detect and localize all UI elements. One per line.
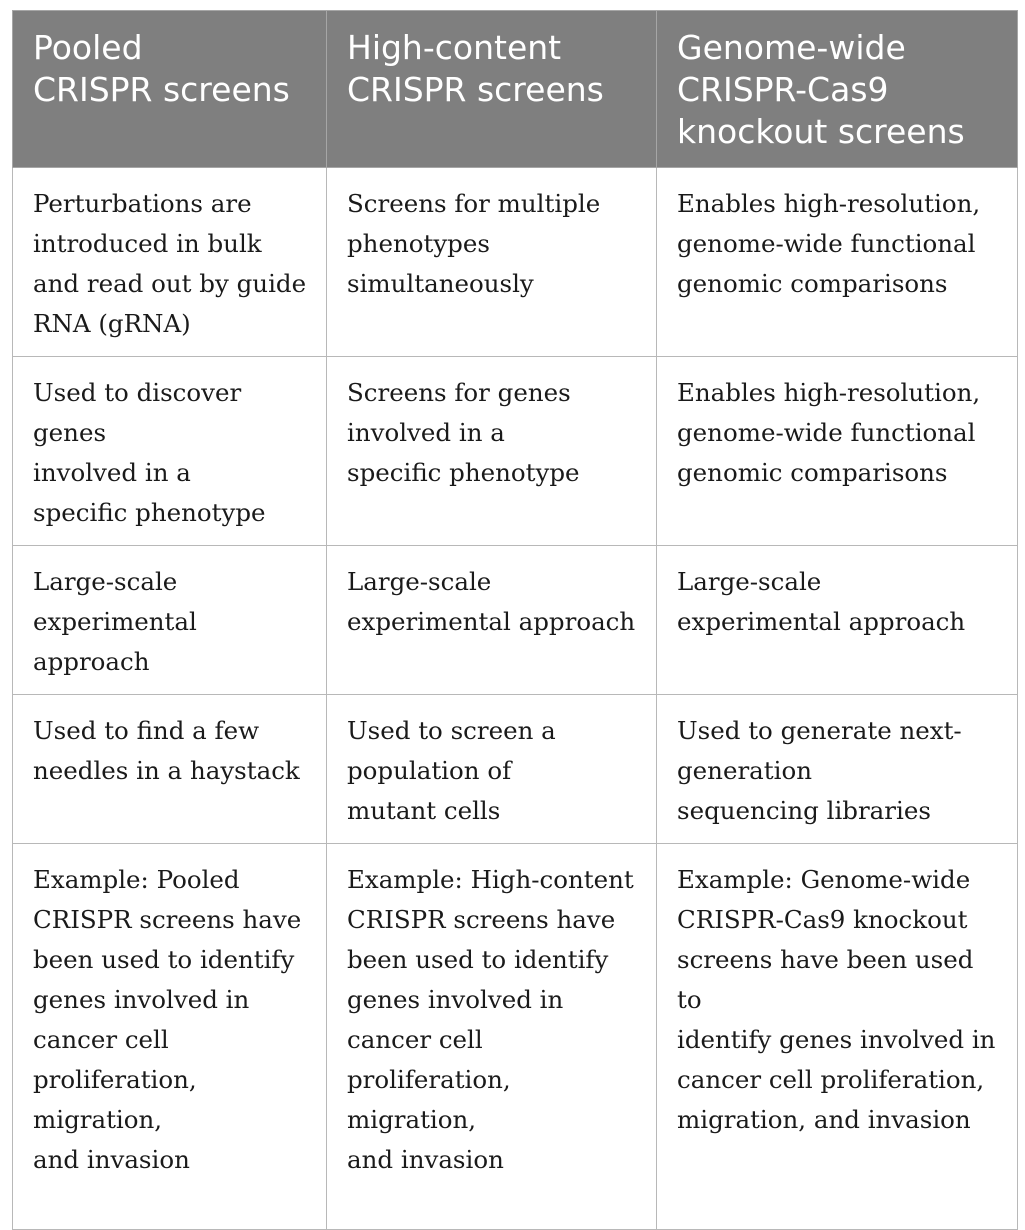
- comparison-table-container: [12, 10, 1017, 1230]
- table-cell: Screens for multiple phenotypes simultaneously: [327, 168, 657, 357]
- table-cell: Used to find a few needles in a haystack: [13, 695, 327, 844]
- table-row: [13, 546, 1018, 695]
- table-row: [13, 695, 1018, 844]
- table-cell: Perturbations are introduced in bulk and read out by guide RNA (gRNA): [13, 168, 327, 357]
- table-cell: Used to generate next- generation sequencing libraries: [657, 695, 1018, 844]
- table-cell: Large-scale experimental approach: [327, 546, 657, 695]
- table-header-row: [13, 11, 1018, 168]
- table-cell: Large-scale experimental approach: [657, 546, 1018, 695]
- column-header-high-content: High-content CRISPR screens: [327, 11, 657, 168]
- table-cell: Example: Genome-wide CRISPR-Cas9 knockout screens have been used to identify genes involved in cancer cell proliferation, migration, and invasion: [657, 844, 1018, 1230]
- table-row: [13, 168, 1018, 357]
- table-cell: Enables high-resolution, genome-wide functional genomic comparisons: [657, 168, 1018, 357]
- table-cell: Screens for genes involved in a specific phenotype: [327, 357, 657, 546]
- table-row: [13, 844, 1018, 1230]
- table-row: [13, 357, 1018, 546]
- table-cell: Example: Pooled CRISPR screens have been used to identify genes involved in cancer cell proliferation, migration, and invasion: [13, 844, 327, 1230]
- table-cell: Large-scale experimental approach: [13, 546, 327, 695]
- table-cell: Used to discover genes involved in a specific phenotype: [13, 357, 327, 546]
- table-cell: Example: High-content CRISPR screens have been used to identify genes involved in cancer cell proliferation, migration, and invasion: [327, 844, 657, 1230]
- table-cell: Used to screen a population of mutant cells: [327, 695, 657, 844]
- column-header-genome-wide: Genome-wide CRISPR-Cas9 knockout screens: [657, 11, 1018, 168]
- column-header-pooled: Pooled CRISPR screens: [13, 11, 327, 168]
- table-cell: Enables high-resolution, genome-wide functional genomic comparisons: [657, 357, 1018, 546]
- crispr-screens-comparison-table: [12, 10, 1018, 1230]
